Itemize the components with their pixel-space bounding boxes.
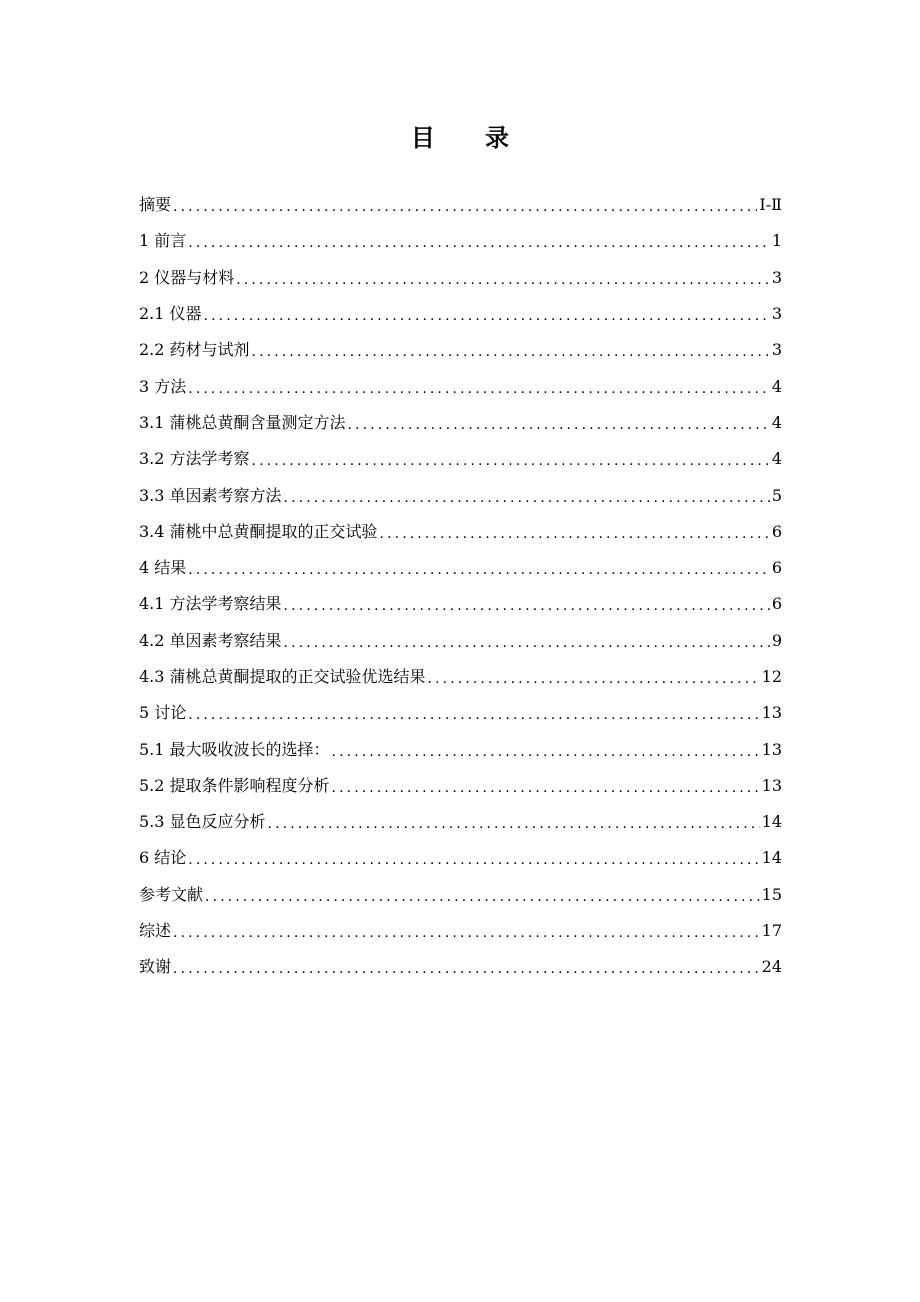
toc-entry-page-number: 13: [761, 775, 782, 795]
toc-entry-label: 5.3 显色反应分析: [139, 812, 266, 832]
toc-entry-label: 2.2 药材与试剂: [139, 340, 250, 360]
toc-entry-page-number: Ⅰ-Ⅱ: [759, 195, 782, 215]
toc-dot-leader: [188, 560, 770, 580]
toc-dot-leader: [284, 596, 770, 616]
toc-entry[interactable]: [139, 405, 782, 441]
toc-dot-leader: [252, 451, 770, 471]
toc-entry[interactable]: [139, 514, 782, 550]
toc-entry-label: 致谢: [139, 957, 172, 977]
toc-entry-page-number: 14: [761, 812, 782, 832]
table-of-contents: [139, 187, 782, 986]
toc-dot-leader: [284, 633, 770, 653]
toc-entry-label: 5.1 最大吸收波长的选择：: [139, 739, 330, 759]
toc-entry-page-number: 4: [771, 412, 782, 432]
toc-dot-leader: [252, 342, 770, 362]
toc-entry-page-number: 4: [771, 376, 782, 396]
toc-entry-label: 2.1 仪器: [139, 304, 202, 324]
toc-entry[interactable]: [139, 260, 782, 296]
toc-entry-page-number: 1: [771, 231, 782, 251]
toc-entry-page-number: 14: [761, 848, 782, 868]
toc-entry[interactable]: [139, 223, 782, 259]
toc-entry[interactable]: [139, 623, 782, 659]
toc-entry-page-number: 17: [761, 921, 782, 941]
toc-entry-label: 参考文献: [139, 884, 204, 904]
toc-entry-label: 摘要: [139, 195, 172, 215]
toc-entry-page-number: 3: [771, 267, 782, 287]
toc-entry-label: 3.4 蒲桃中总黄酮提取的正交试验: [139, 521, 378, 541]
toc-dot-leader: [205, 887, 760, 907]
toc-entry[interactable]: [139, 768, 782, 804]
toc-entry-page-number: 3: [771, 340, 782, 360]
toc-entry-label: 综述: [139, 921, 172, 941]
toc-dot-leader: [332, 742, 760, 762]
toc-entry-label: 1 前言: [139, 231, 187, 251]
toc-entry[interactable]: [139, 477, 782, 513]
toc-entry-page-number: 13: [761, 703, 782, 723]
toc-entry-label: 4.1 方法学考察结果: [139, 594, 282, 614]
toc-dot-leader: [173, 197, 757, 217]
toc-entry[interactable]: [139, 586, 782, 622]
toc-entry[interactable]: [139, 187, 782, 223]
toc-dot-leader: [428, 669, 760, 689]
toc-entry[interactable]: [139, 840, 782, 876]
toc-entry-page-number: 9: [771, 630, 782, 650]
toc-entry-page-number: 5: [771, 485, 782, 505]
toc-entry[interactable]: [139, 332, 782, 368]
toc-dot-leader: [332, 778, 760, 798]
page-title: 目 录: [410, 124, 510, 152]
toc-entry-label: 3.3 单因素考察方法: [139, 485, 282, 505]
toc-entry-page-number: 13: [761, 739, 782, 759]
toc-dot-leader: [284, 488, 770, 508]
toc-entry-label: 6 结论: [139, 848, 187, 868]
toc-entry[interactable]: [139, 695, 782, 731]
toc-entry-label: 2 仪器与材料: [139, 267, 235, 287]
toc-entry-label: 5 讨论: [139, 703, 187, 723]
toc-entry-page-number: 6: [771, 521, 782, 541]
toc-entry-page-number: 3: [771, 304, 782, 324]
toc-entry-label: 3.1 蒲桃总黄酮含量测定方法: [139, 412, 346, 432]
toc-entry-label: 3 方法: [139, 376, 187, 396]
toc-dot-leader: [173, 923, 760, 943]
toc-entry[interactable]: [139, 731, 782, 767]
toc-entry[interactable]: [139, 296, 782, 332]
toc-entry-label: 4 结果: [139, 558, 187, 578]
toc-dot-leader: [236, 270, 770, 290]
toc-entry[interactable]: [139, 877, 782, 913]
toc-dot-leader: [348, 415, 770, 435]
toc-entry-page-number: 6: [771, 558, 782, 578]
toc-entry[interactable]: [139, 949, 782, 985]
toc-entry[interactable]: [139, 913, 782, 949]
toc-dot-leader: [188, 850, 759, 870]
toc-dot-leader: [188, 705, 759, 725]
toc-dot-leader: [380, 524, 770, 544]
toc-entry-page-number: 24: [761, 957, 782, 977]
toc-entry[interactable]: [139, 368, 782, 404]
toc-entry[interactable]: [139, 659, 782, 695]
toc-dot-leader: [204, 306, 770, 326]
toc-entry-label: 4.3 蒲桃总黄酮提取的正交试验优选结果: [139, 667, 426, 686]
toc-entry-label: 5.2 提取条件影响程度分析: [139, 775, 330, 795]
toc-dot-leader: [188, 379, 770, 399]
toc-dot-leader: [268, 814, 760, 834]
toc-entry-page-number: 4: [771, 449, 782, 469]
toc-entry[interactable]: [139, 550, 782, 586]
toc-entry-label: 4.2 单因素考察结果: [139, 630, 282, 650]
toc-entry-page-number: 12: [761, 667, 782, 686]
toc-entry[interactable]: [139, 804, 782, 840]
toc-dot-leader: [188, 233, 770, 253]
toc-dot-leader: [173, 959, 760, 979]
toc-entry-page-number: 6: [771, 594, 782, 614]
toc-entry-page-number: 15: [761, 884, 782, 904]
toc-entry-label: 3.2 方法学考察: [139, 449, 250, 469]
toc-entry[interactable]: [139, 441, 782, 477]
